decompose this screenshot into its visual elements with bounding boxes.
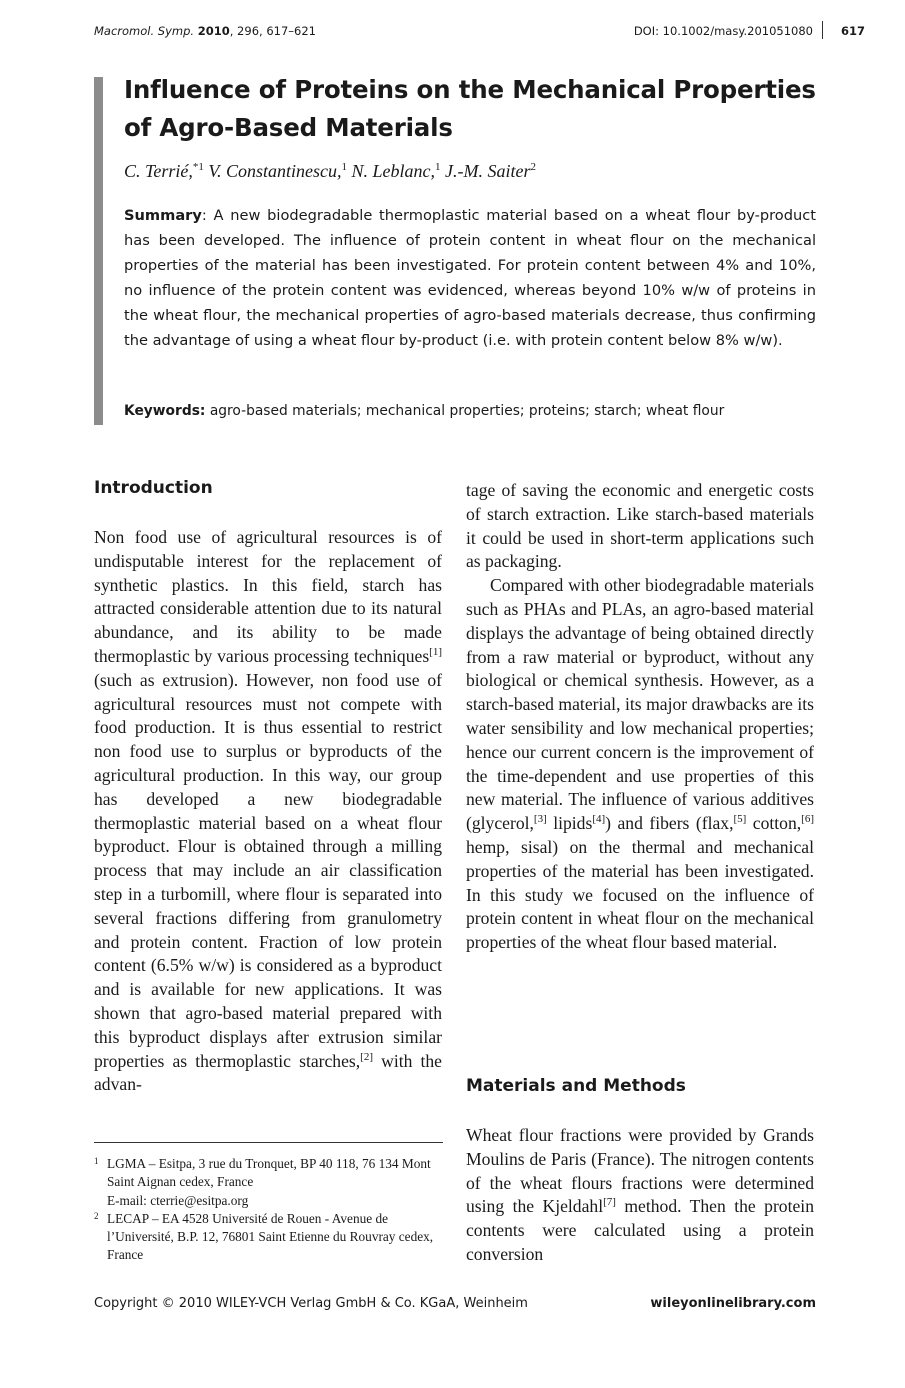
doi: DOI: 10.1002/masy.201051080 xyxy=(633,24,813,38)
citation-ref: [5] xyxy=(733,813,747,826)
text-span: Compared with other biodegradable materials such as PHAs and PLAs, an agro-based material displays the advantage of being obtained directly from a raw material or byproduct, without any biological or chemical synthesis. However, as a starch-based material, its major drawbacks are its water sensibility and low mechanical properties; hence our current concern is the improvement of the time-dependent and use properties of this new material. The influence of various additives (glycerol, xyxy=(466,575,814,834)
author-affiliation-mark: *1 xyxy=(192,161,204,173)
summary-label: Summary xyxy=(124,207,202,224)
author-affiliation-mark: 2 xyxy=(530,161,537,173)
introduction-heading: Introduction xyxy=(94,478,213,498)
text-span: cotton, xyxy=(746,813,802,834)
materials-methods-heading: Materials and Methods xyxy=(466,1076,686,1096)
footnote-line: LGMA – Esitpa, 3 rue du Tronquet, BP 40 118, 76 134 Mont Saint Aignan cedex, France xyxy=(107,1156,431,1190)
keywords xyxy=(124,403,724,419)
keywords-label: Keywords: xyxy=(124,403,206,419)
header-divider xyxy=(822,21,823,39)
left-column-text xyxy=(94,526,442,1097)
author-list xyxy=(124,161,536,182)
running-header xyxy=(94,24,869,44)
text-span: method. Then the protein contents were calculated using a protein conversion xyxy=(466,1196,814,1264)
citation-ref: [1] xyxy=(429,646,442,659)
keywords-text: agro-based materials; mechanical properties; proteins; starch; wheat flour xyxy=(205,403,725,419)
publisher-website: wileyonlinelibrary.com xyxy=(650,1296,816,1311)
journal-citation xyxy=(94,24,316,38)
author-affiliation-mark: 1 xyxy=(435,161,441,173)
right-column-text xyxy=(466,479,814,955)
citation-ref: [4] xyxy=(592,813,606,826)
text-span: hemp, sisal) on the thermal and mechanical properties of the material has been investigated. In this study we focused on the influence of protein content in wheat flour on the mechanical properties of the wheat flour based material. xyxy=(466,836,814,953)
methods-text xyxy=(466,1124,814,1267)
text-span: with the advan- xyxy=(94,1050,442,1095)
footnote-divider xyxy=(94,1142,443,1143)
text-span: Non food use of agricultural resources is of undisputable interest for the replacement of synthetic plastics. In this field, starch has attracted considerable attention due to its natural abundance, and its ability to be made thermoplastic by various processing techniques xyxy=(94,527,442,666)
author-name: J.-M. Saiter xyxy=(445,161,531,181)
citation-ref: [2] xyxy=(360,1050,373,1063)
author-affiliation-mark: 1 xyxy=(341,161,348,173)
footnote-number: 2 xyxy=(94,1210,99,1221)
footnote-number: 1 xyxy=(94,1156,99,1166)
text-span: ) and fibers (flax, xyxy=(605,813,734,834)
summary-text: : A new biodegradable thermoplastic material based on a wheat flour by-product has been developed. The influence of protein content in wheat flour on the mechanical properties of the material has been investigated. For protein content between 4% and 10%, no influence of the protein content was evidenced, whereas beyond 10% w/w of proteins in the wheat flour, the mechanical properties of agro-based materials decrease, thus confirming the advantage of using a wheat flour by-product (i.e. with protein content below 8% w/w). xyxy=(124,207,816,349)
page-number: 617 xyxy=(840,24,865,38)
journal-pages: , 296, 617–621 xyxy=(229,24,316,38)
citation-ref: [7] xyxy=(603,1196,616,1209)
introduction-paragraph xyxy=(466,574,814,955)
abstract-sidebar-bar xyxy=(94,77,103,425)
introduction-paragraph-continued: tage of saving the economic and energetic costs of starch extraction. Like starch-based materials it could be used in short-term applications such as packaging. xyxy=(466,480,814,572)
journal-year: 2010 xyxy=(197,24,230,38)
author-name: C. Terrié, xyxy=(124,161,193,181)
footnotes xyxy=(94,1155,443,1265)
article-title: Influence of Proteins on the Mechanical Properties of Agro-Based Materials xyxy=(124,75,816,142)
footnote-email: E-mail: cterrie@esitpa.org xyxy=(107,1192,249,1208)
citation-ref: [3] xyxy=(533,813,547,826)
text-span: lipids xyxy=(546,813,593,834)
introduction-paragraph xyxy=(94,526,442,1097)
author-name: N. Leblanc, xyxy=(351,161,436,181)
methods-paragraph xyxy=(466,1124,814,1267)
copyright-notice: Copyright © 2010 WILEY-VCH Verlag GmbH & Co. KGaA, Weinheim xyxy=(94,1296,528,1311)
footnote-line: LECAP – EA 4528 Université de Rouen - Avenue de l’Université, B.P. 12, 76801 Saint Etienne du Rouvray cedex, France xyxy=(107,1210,434,1263)
journal-name: Macromol. Symp. xyxy=(94,24,195,38)
citation-ref: [6] xyxy=(801,813,814,826)
text-span: (such as extrusion). However, non food use of agricultural resources must not compete with food production. It is thus essential to restrict non food use to surplus or byproducts of the agricultural production. In this way, our group has developed a new biodegradable thermoplastic material based on a wheat flour byproduct. Flour is obtained through a milling process that may include an air classification step in a turbomill, where flour is separated into several fractions differing from granulometry and protein content. Fraction of low protein content (6.5% w/w) is considered as a byproduct and is available for new applications. It was shown that agro-based material prepared with this byproduct displays after extrusion similar properties as thermoplastic starches, xyxy=(94,669,442,1071)
footnote xyxy=(94,1155,443,1210)
footnote xyxy=(94,1210,443,1265)
text-span: Wheat flour fractions were provided by Grands Moulins de Paris (France). The nitrogen contents of the wheat flours fractions were determined using the Kjeldahl xyxy=(466,1125,814,1217)
author-name: V. Constantinescu, xyxy=(208,161,342,181)
abstract-summary xyxy=(124,203,816,353)
